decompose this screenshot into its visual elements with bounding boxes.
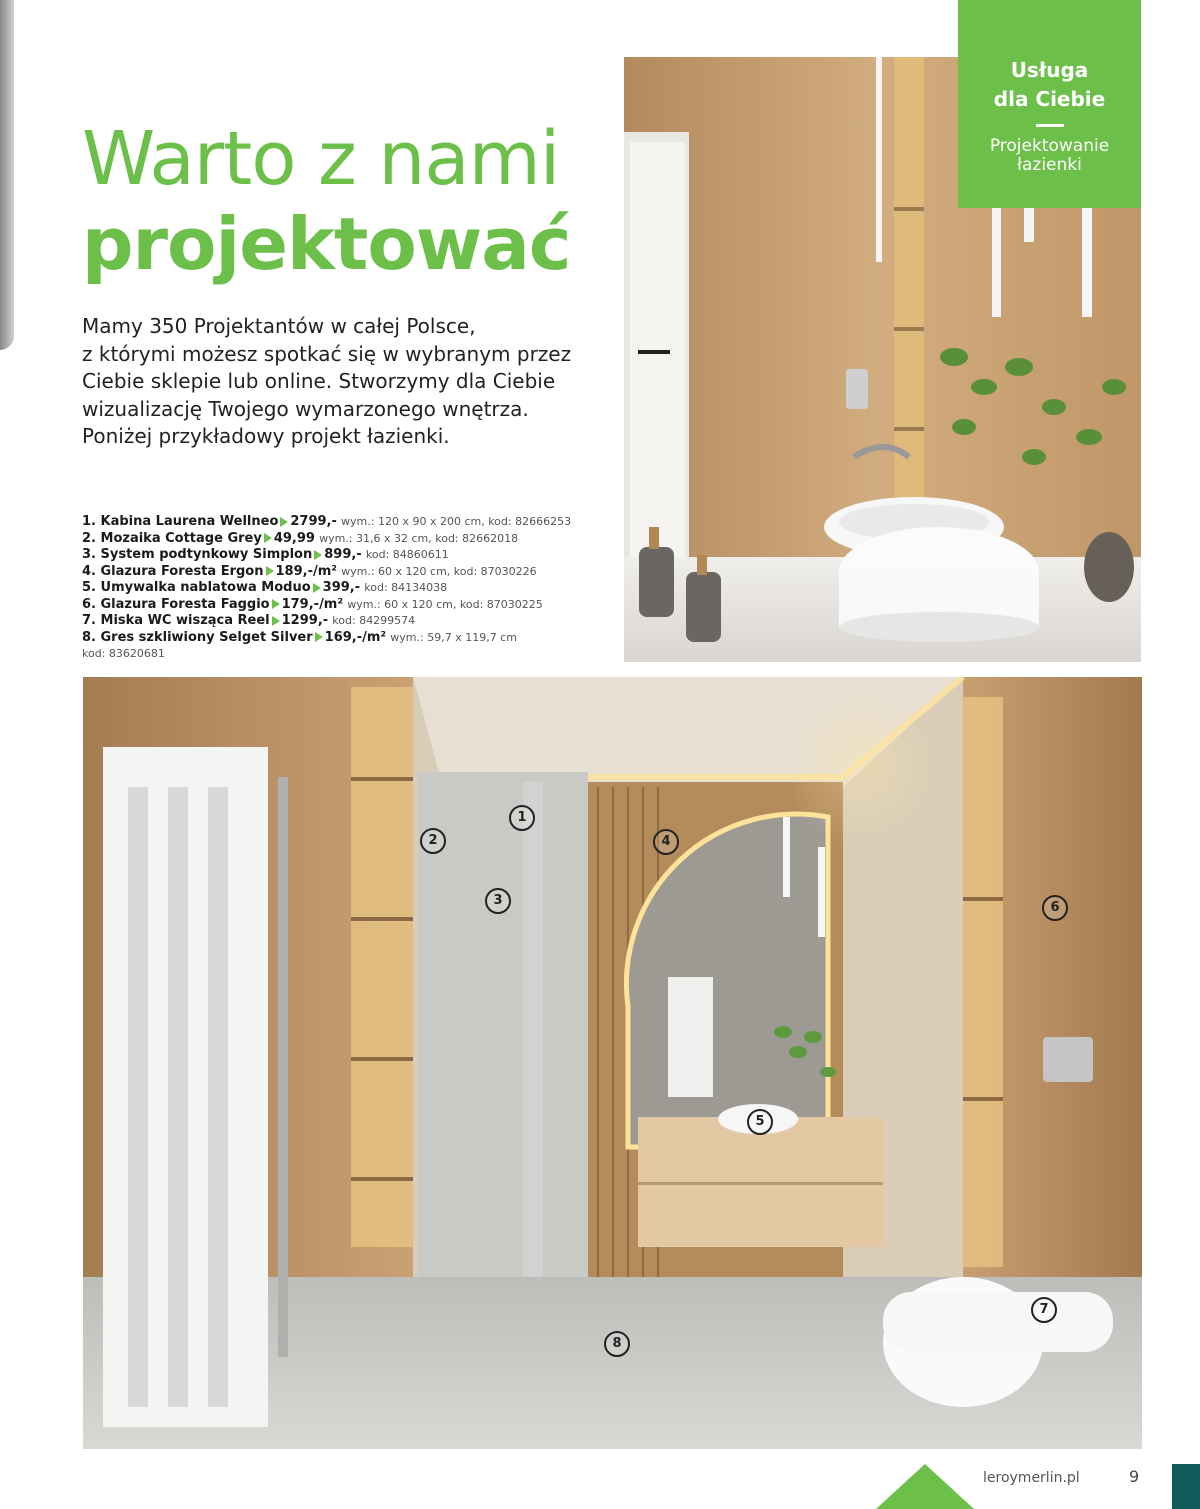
product-price: 399,- <box>322 580 361 595</box>
product-details-continued: kod: 83620681 <box>82 647 165 660</box>
service-heading-line1: Usługa <box>1010 58 1089 82</box>
marker-8 <box>604 1331 630 1357</box>
product-price: 1299,- <box>281 613 329 628</box>
page-edge-decoration <box>0 0 14 350</box>
marker-6 <box>1042 895 1068 921</box>
price-arrow-icon <box>315 632 323 642</box>
service-sub-line2: łazienki <box>1017 155 1082 175</box>
price-arrow-icon <box>313 583 321 593</box>
product-price: 899,- <box>324 547 362 562</box>
marker-label: 3 <box>493 893 503 908</box>
product-name: 6. Glazura Foresta Faggio <box>82 596 270 612</box>
intro-paragraph <box>82 313 622 451</box>
price-arrow-icon <box>272 616 280 626</box>
page-title <box>82 116 571 286</box>
product-list <box>82 514 622 663</box>
product-name: 8. Gres szkliwiony Selget Silver <box>82 629 313 645</box>
product-item <box>82 630 622 647</box>
marker-label: 5 <box>755 1114 765 1129</box>
intro-line: wizualizację Twojego wymarzonego wnętrza. <box>82 396 529 421</box>
service-heading <box>958 56 1141 114</box>
product-price: 179,-/m² <box>281 596 344 612</box>
product-price: 189,-/m² <box>275 563 337 579</box>
product-name: 7. Miska WC wisząca Reel <box>82 613 270 628</box>
price-arrow-icon <box>272 599 280 609</box>
product-name: 5. Umywalka nablatowa Moduo <box>82 580 311 595</box>
bathroom-main-photo <box>83 677 1142 1449</box>
product-price: 49,99 <box>273 530 315 546</box>
marker-1 <box>509 805 535 831</box>
intro-line: Poniżej przykładowy projekt łazienki. <box>82 424 450 448</box>
price-arrow-icon <box>314 550 322 560</box>
marker-label: 2 <box>428 833 438 848</box>
product-details: wym.: 31,6 x 32 cm, kod: 82662018 <box>319 531 519 545</box>
product-details: wym.: 59,7 x 119,7 cm <box>390 630 517 644</box>
product-details: kod: 84860611 <box>365 548 449 561</box>
service-subtitle <box>958 137 1141 175</box>
footer-triangle-decoration <box>876 1464 974 1509</box>
product-item <box>82 564 622 581</box>
marker-2 <box>420 828 446 854</box>
intro-line: Ciebie sklepie lub online. Stworzymy dla Ciebie <box>82 369 556 393</box>
marker-label: 7 <box>1039 1302 1049 1317</box>
page-edge-tab <box>1172 1464 1200 1509</box>
service-heading-line2: dla Ciebie <box>993 87 1106 111</box>
product-item <box>82 613 622 630</box>
marker-label: 4 <box>661 834 671 849</box>
marker-label: 8 <box>612 1336 622 1351</box>
marker-5 <box>747 1109 773 1135</box>
product-price: 169,-/m² <box>324 629 387 645</box>
marker-4 <box>653 829 679 855</box>
product-item <box>82 597 622 614</box>
price-arrow-icon <box>266 566 274 576</box>
product-item <box>82 514 622 531</box>
product-details: kod: 84299574 <box>332 614 416 627</box>
service-divider <box>1036 124 1064 127</box>
product-details: wym.: 60 x 120 cm, kod: 87030225 <box>347 597 543 611</box>
marker-7 <box>1031 1297 1057 1323</box>
price-arrow-icon <box>264 533 272 543</box>
title-line2: projektować <box>82 202 571 286</box>
service-sub-line1: Projektowanie <box>989 136 1110 156</box>
product-name: 4. Glazura Foresta Ergon <box>82 563 264 579</box>
marker-label: 6 <box>1050 900 1060 915</box>
product-name: 2. Mozaika Cottage Grey <box>82 530 262 546</box>
product-item <box>82 531 622 548</box>
service-badge <box>958 0 1141 208</box>
product-details: kod: 84134038 <box>364 581 448 594</box>
intro-line: z którymi możesz spotkać się w wybranym przez <box>82 341 572 366</box>
title-line1: Warto z nami <box>82 116 560 202</box>
intro-line: Mamy 350 Projektantów w całej Polsce, <box>82 314 476 338</box>
product-item <box>82 547 622 564</box>
marker-3 <box>485 888 511 914</box>
marker-label: 1 <box>517 810 527 825</box>
page-number: 9 <box>1129 1467 1140 1486</box>
website-link[interactable]: leroymerlin.pl <box>983 1470 1080 1486</box>
product-name: 1. Kabina Laurena Wellneo <box>82 514 279 529</box>
product-details: wym.: 120 x 90 x 200 cm, kod: 82666253 <box>341 515 572 528</box>
product-price: 2799,- <box>290 514 337 529</box>
product-name: 3. System podtynkowy Simplon <box>82 547 313 562</box>
price-arrow-icon <box>280 517 288 527</box>
product-details: wym.: 60 x 120 cm, kod: 87030226 <box>341 564 537 578</box>
product-item <box>82 580 622 597</box>
